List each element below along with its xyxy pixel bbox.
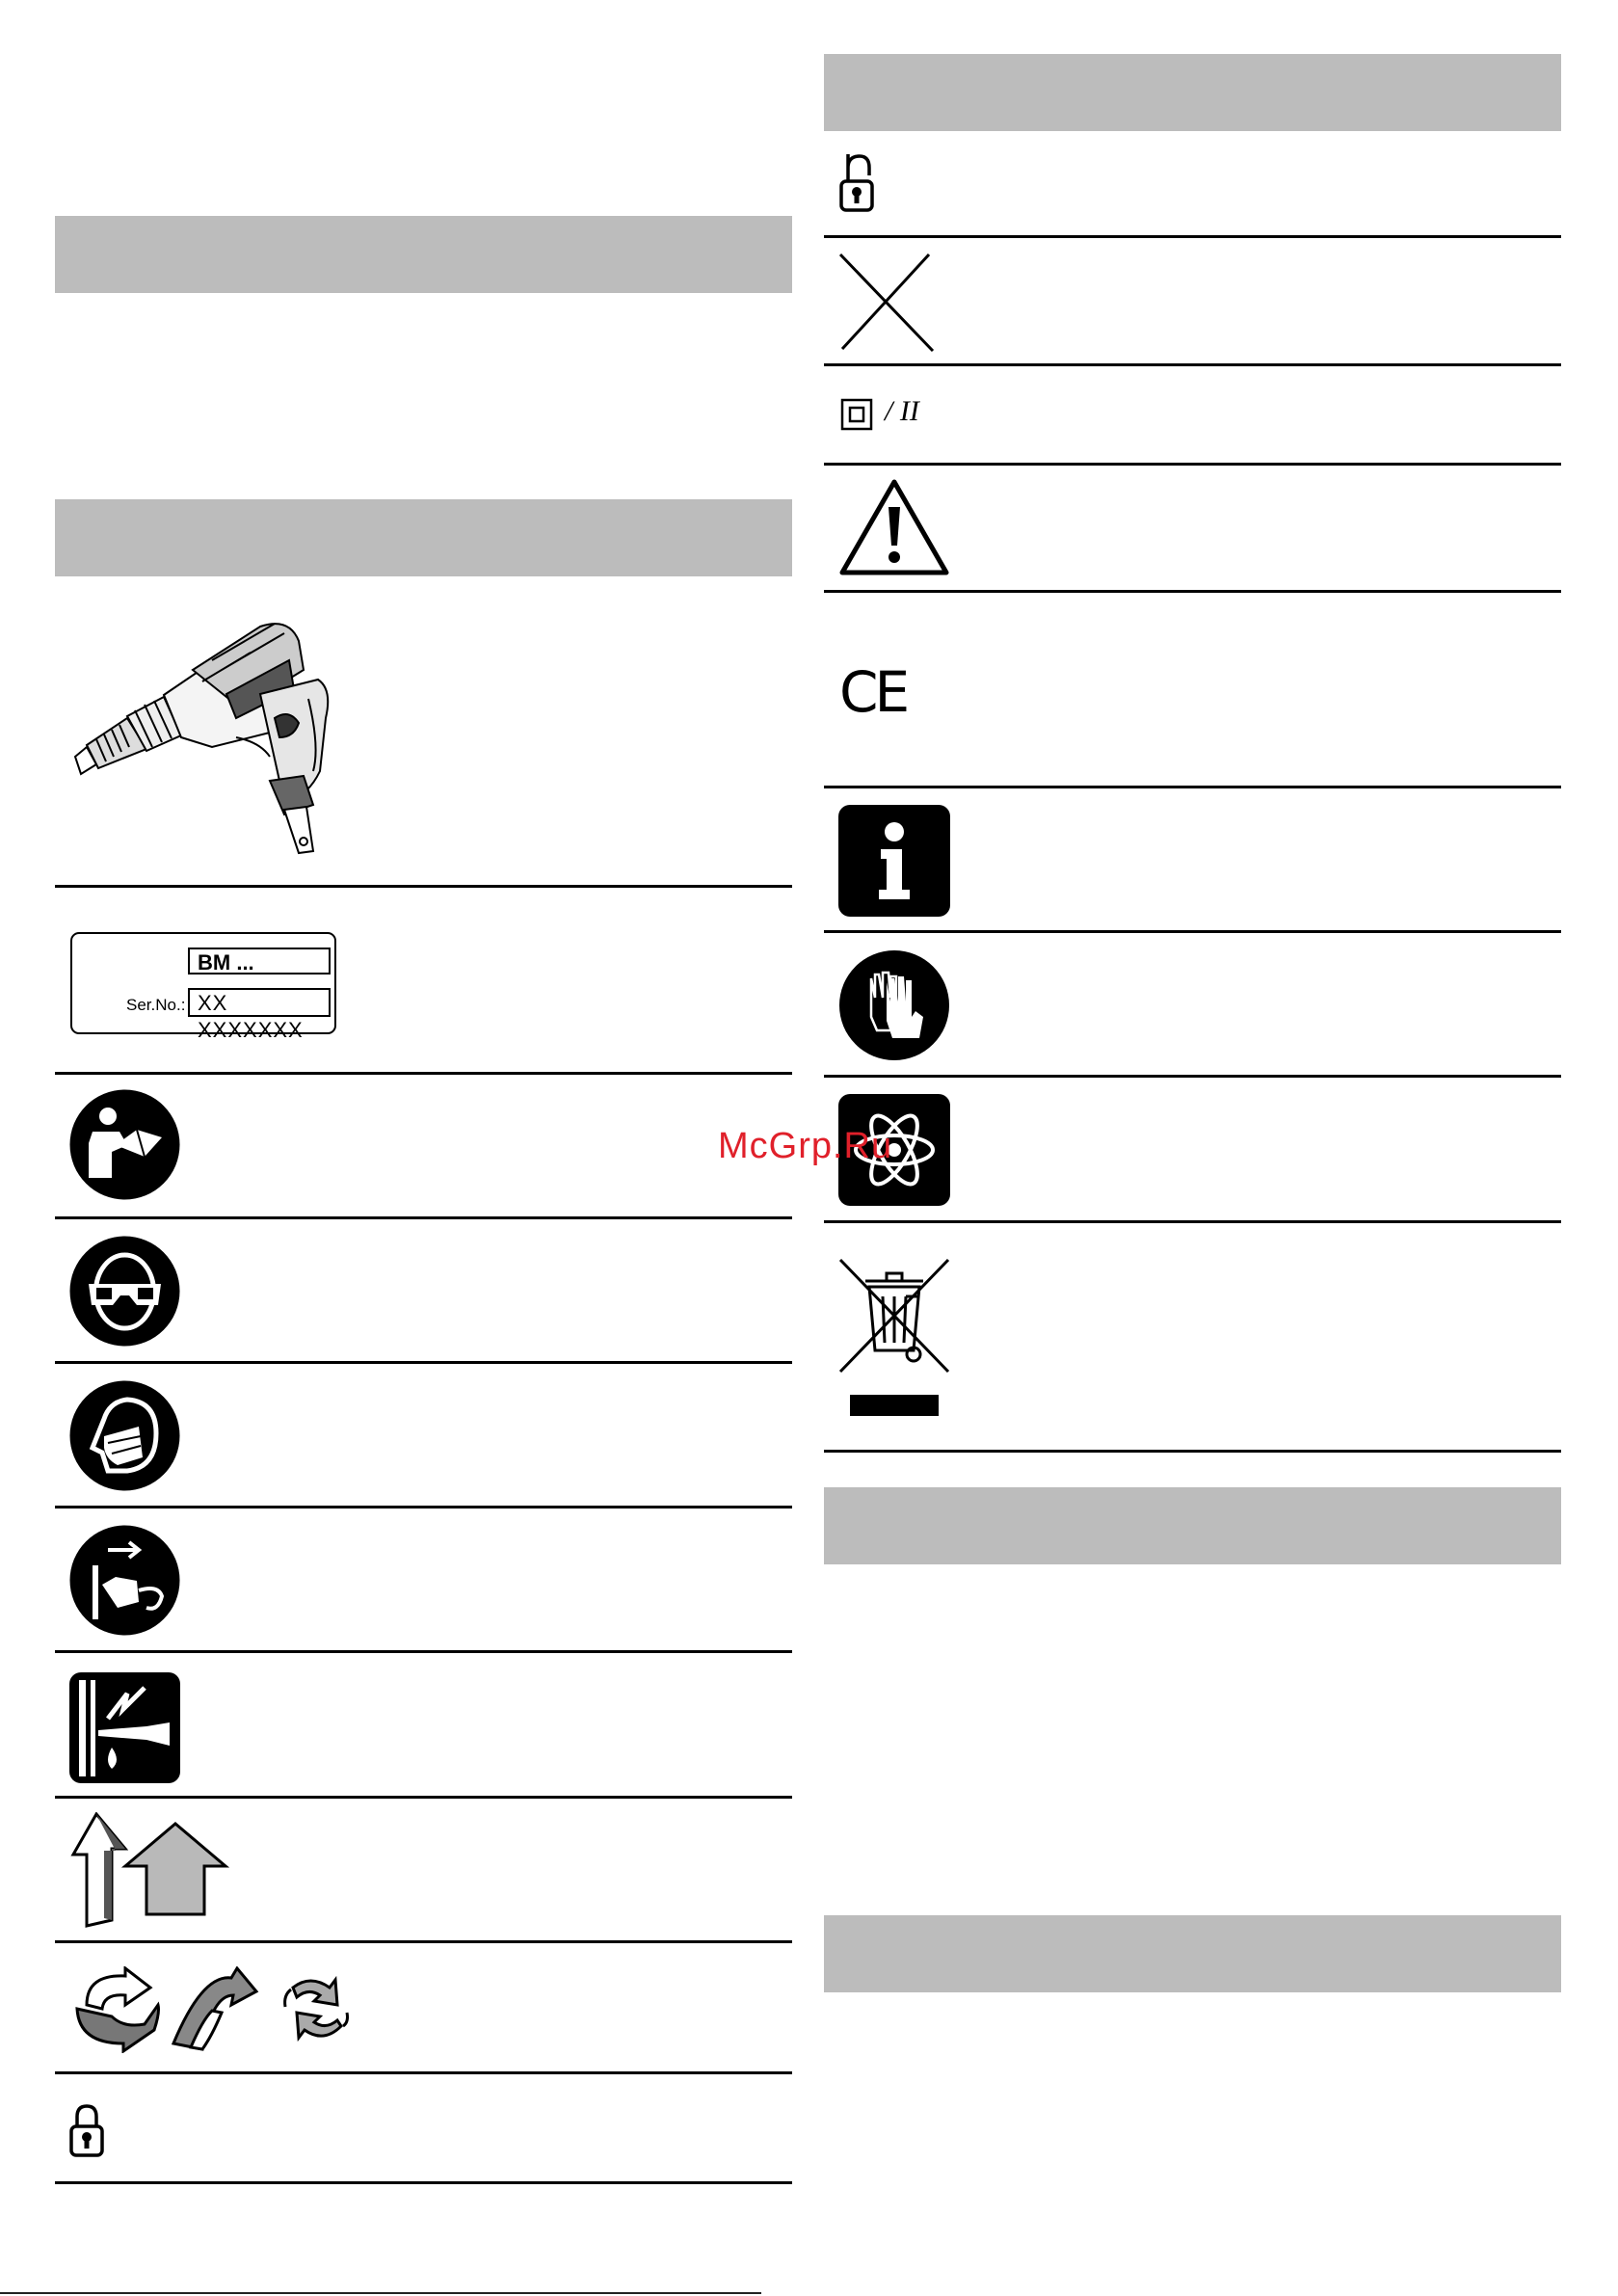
divider-line	[55, 1940, 792, 1943]
locked-icon	[69, 2103, 104, 2157]
dust-mask-icon	[69, 1380, 180, 1491]
divider-line	[824, 1220, 1561, 1223]
protection-class-icon	[840, 398, 873, 431]
weee-bin-icon	[838, 1258, 950, 1420]
divider-line	[824, 1075, 1561, 1078]
ce-mark: CE	[839, 659, 907, 725]
watermark-text: McGrp.Ru	[718, 1126, 893, 1166]
direction-arrows-icon	[67, 1812, 231, 1928]
serial-label: Ser.No.:	[126, 996, 186, 1014]
safety-goggles-icon	[69, 1236, 180, 1347]
unplug-icon	[69, 1525, 180, 1636]
unlocked-icon	[838, 154, 877, 214]
gloves-icon	[838, 949, 950, 1061]
do-not-icon	[838, 253, 935, 353]
protection-class-label: / II	[885, 395, 919, 427]
divider-line	[55, 2071, 792, 2074]
divider-line	[824, 930, 1561, 933]
section-header-bar	[824, 1915, 1561, 1992]
info-icon	[838, 805, 950, 917]
section-header-bar	[55, 216, 792, 293]
section-header-bar	[824, 1487, 1561, 1564]
page-bottom-edge	[0, 2292, 761, 2294]
model-field: BM ...	[188, 948, 331, 974]
divider-line	[55, 1216, 792, 1219]
divider-line	[824, 363, 1561, 366]
divider-line	[55, 2181, 792, 2184]
rotation-direction-icon	[67, 1966, 366, 2053]
divider-line	[55, 1796, 792, 1799]
divider-line	[55, 1361, 792, 1364]
hidden-wiring-icon	[69, 1672, 180, 1783]
divider-line	[824, 786, 1561, 788]
divider-line	[824, 463, 1561, 466]
section-header-bar	[824, 54, 1561, 131]
divider-line	[55, 1506, 792, 1508]
rating-plate	[70, 932, 336, 1042]
divider-line	[55, 1650, 792, 1653]
serial-field: XX XXXXXXX	[188, 988, 331, 1017]
drill-image	[67, 602, 337, 858]
divider-line	[55, 885, 792, 888]
divider-line	[824, 590, 1561, 593]
warning-icon	[838, 478, 950, 576]
divider-line	[55, 1072, 792, 1075]
read-manual-icon	[69, 1089, 180, 1200]
divider-line	[824, 1450, 1561, 1453]
divider-line	[824, 235, 1561, 238]
section-header-bar	[55, 499, 792, 576]
